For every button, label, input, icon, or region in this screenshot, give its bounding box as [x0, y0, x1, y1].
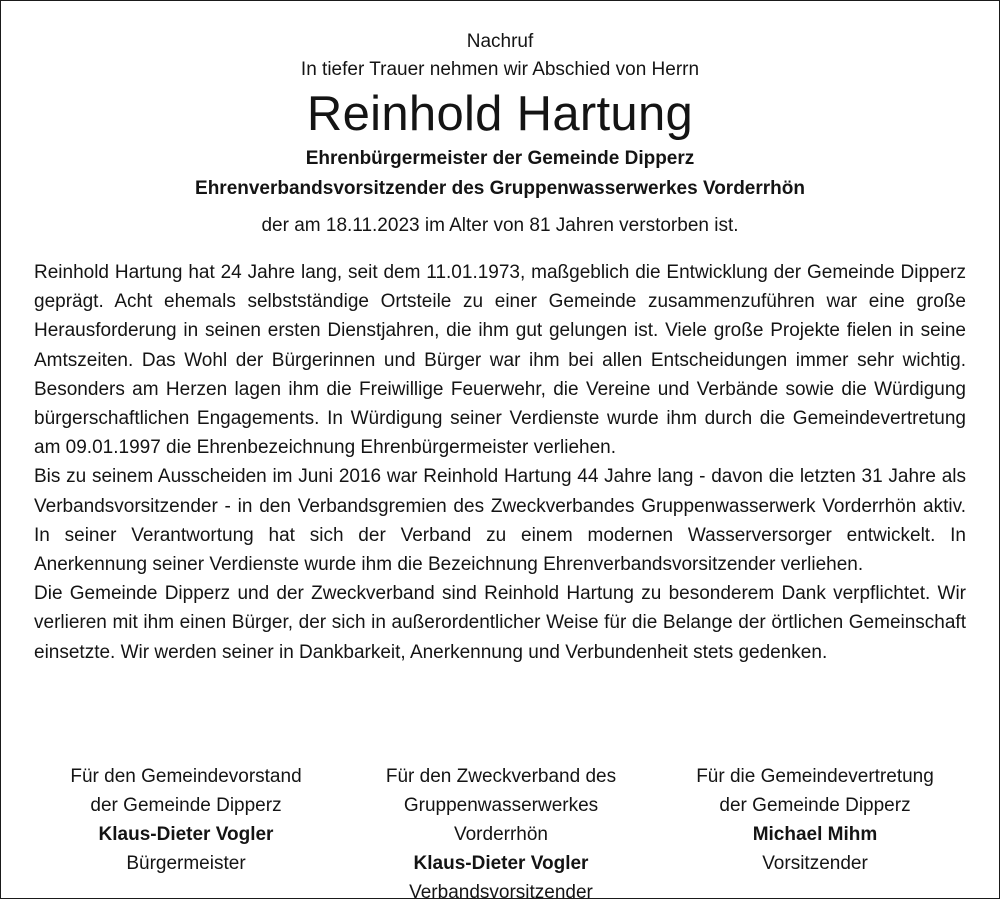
signature-role: Verbandsvorsitzender	[409, 882, 593, 903]
signature-line1: Für den Gemeindevorstand	[70, 766, 302, 787]
signature-line2: der Gemeinde Dipperz	[90, 795, 282, 816]
honorary-title-mayor: Ehrenbürgermeister der Gemeinde Dipperz	[305, 148, 695, 169]
signature-name: Michael Mihm	[752, 824, 878, 845]
notice-body	[34, 258, 966, 667]
signature-role: Vorsitzender	[762, 853, 868, 874]
signature-role: Bürgermeister	[126, 853, 246, 874]
signature-line2: Gruppenwasserwerkes Vorderrhön	[403, 795, 599, 845]
signature-name: Klaus-Dieter Vogler	[98, 824, 274, 845]
deceased-name: Reinhold Hartung	[306, 87, 694, 141]
death-date-line: der am 18.11.2023 im Alter von 81 Jahren verstorben ist.	[261, 215, 739, 236]
signature-gemeindevorstand	[0, 762, 372, 907]
body-paragraph-career: Reinhold Hartung hat 24 Jahre lang, seit dem 11.01.1973, maßgeblich die Entwicklung der Gemeinde Dipperz geprägt. Acht ehemals selbstständige Ortsteile zu einer Gemeinde zusammenzuführen war eine große Herausforderung in seinen ersten Dienstjahren, die ihm gut gelungen ist. Viele große Projekte fielen in seine Amtszeiten. Das Wohl der Bürgerinnen und Bürger war ihm bei allen Entscheidungen immer sehr wichtig. Besonders am Herzen lagen ihm die Freiwillige Feuerwehr, die Vereine und Verbände sowie die Würdigung bürgerschaftlichen Engagements. In Würdigung seiner Verdienste wurde ihm durch die Gemeindevertretung am 09.01.1997 die Ehrenbezeichnung Ehrenbürgermeister verliehen.	[34, 262, 966, 459]
notice-kicker: Nachruf	[466, 31, 534, 52]
body-paragraph-gratitude: Die Gemeinde Dipperz und der Zweckverband sind Reinhold Hartung zu besonderem Dank verpflichtet. Wir verlieren mit ihm einen Bürger, der sich in außerordentlicher Weise für die Belange der örtlichen Gemeinschaft einsetzte. Wir werden seiner in Dankbarkeit, Anerkennung und Verbundenheit stets gedenken.	[34, 583, 966, 663]
signature-zweckverband	[372, 762, 630, 907]
notice-intro: In tiefer Trauer nehmen wir Abschied von Herrn	[300, 59, 700, 80]
signature-block	[0, 762, 1000, 907]
notice-header	[0, 28, 1000, 240]
signature-name: Klaus-Dieter Vogler	[413, 853, 589, 874]
signature-line1: Für die Gemeindevertretung	[696, 766, 934, 787]
honorary-title-association: Ehrenverbandsvorsitzender des Gruppenwasserwerkes Vorderrhön	[195, 178, 805, 199]
body-paragraph-association: Bis zu seinem Ausscheiden im Juni 2016 war Reinhold Hartung 44 Jahre lang - davon die letzten 31 Jahre als Verbandsvorsitzender - in den Verbandsgremien des Zweckverbandes Gruppenwasserwerk Vorderrhön aktiv. In seiner Verantwortung hat sich der Verband zu einem modernen Wasserversorger entwickelt. In Anerkennung seiner Verdienste wurde ihm die Bezeichnung Ehrenverbandsvorsitzender verliehen.	[34, 466, 966, 576]
signature-line2: der Gemeinde Dipperz	[719, 795, 911, 816]
signature-gemeindevertretung	[630, 762, 1000, 907]
signature-line1: Für den Zweckverband des	[385, 766, 617, 787]
